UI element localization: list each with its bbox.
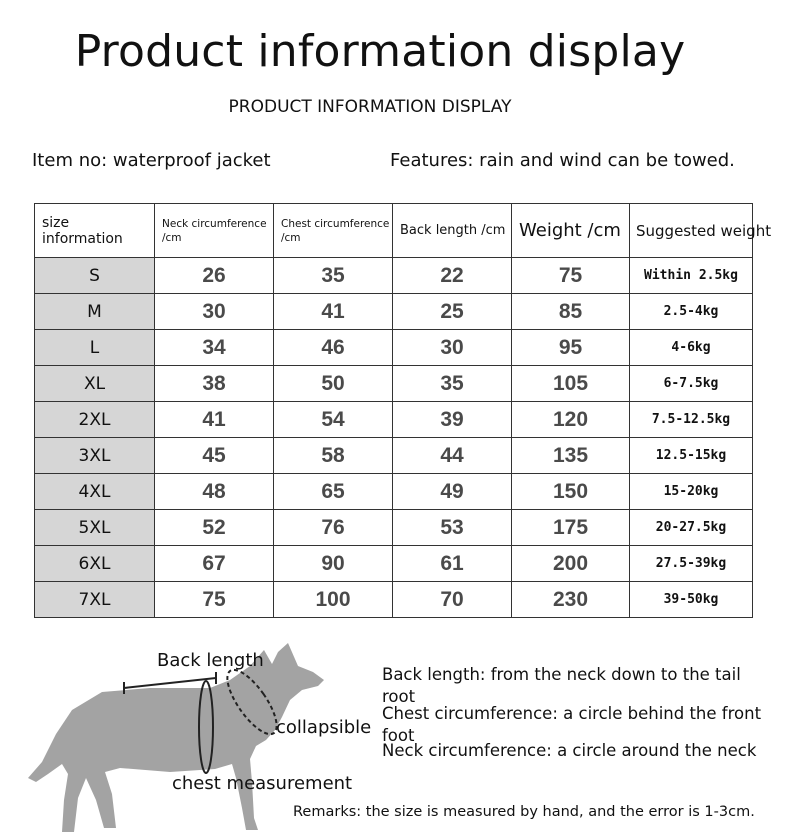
chest-cell: 76 [274, 510, 393, 546]
collapsible-label: collapsible [276, 717, 372, 738]
table-row [35, 366, 753, 402]
weight-cell: 120 [512, 402, 630, 438]
suggested-weight-cell: 12.5-15kg [630, 438, 753, 474]
back-length-cell: 70 [393, 582, 512, 618]
size-cell: 3XL [35, 438, 155, 474]
neck-cell: 41 [155, 402, 274, 438]
table-row [35, 258, 753, 294]
back-length-cell: 22 [393, 258, 512, 294]
table-row [35, 294, 753, 330]
neck-cell: 52 [155, 510, 274, 546]
suggested-weight-cell: 2.5-4kg [630, 294, 753, 330]
page-subtitle: PRODUCT INFORMATION DISPLAY [228, 97, 512, 117]
back-length-cell: 44 [393, 438, 512, 474]
weight-cell: 75 [512, 258, 630, 294]
back-length-cell: 49 [393, 474, 512, 510]
back-length-description: Back length: from the neck down to the tail root [382, 665, 741, 706]
neck-cell: 30 [155, 294, 274, 330]
back-length-cell: 25 [393, 294, 512, 330]
table-row [35, 402, 753, 438]
table-row [35, 510, 753, 546]
suggested-weight-cell: Within 2.5kg [630, 258, 753, 294]
chest-cell: 35 [274, 258, 393, 294]
size-cell: 6XL [35, 546, 155, 582]
table-row [35, 546, 753, 582]
back-length-label: Back length [157, 650, 264, 671]
weight-cell: 230 [512, 582, 630, 618]
neck-circumference-description: Neck circumference: a circle around the neck [382, 741, 757, 760]
item-number: Item no: waterproof jacket [32, 150, 271, 171]
size-cell: 5XL [35, 510, 155, 546]
back-length-cell: 35 [393, 366, 512, 402]
header-neck: Neck circumference /cm [155, 204, 274, 258]
suggested-weight-cell: 20-27.5kg [630, 510, 753, 546]
weight-cell: 95 [512, 330, 630, 366]
chest-cell: 58 [274, 438, 393, 474]
chest-cell: 65 [274, 474, 393, 510]
chest-cell: 41 [274, 294, 393, 330]
weight-cell: 200 [512, 546, 630, 582]
neck-cell: 75 [155, 582, 274, 618]
weight-cell: 85 [512, 294, 630, 330]
chest-cell: 46 [274, 330, 393, 366]
table-row [35, 438, 753, 474]
chest-cell: 90 [274, 546, 393, 582]
chest-cell: 54 [274, 402, 393, 438]
neck-cell: 34 [155, 330, 274, 366]
back-length-cell: 53 [393, 510, 512, 546]
neck-cell: 26 [155, 258, 274, 294]
size-cell: L [35, 330, 155, 366]
table-row [35, 330, 753, 366]
chest-circumference-description: Chest circumference: a circle behind the front foot [382, 704, 762, 745]
suggested-weight-cell: 7.5-12.5kg [630, 402, 753, 438]
suggested-weight-cell: 6-7.5kg [630, 366, 753, 402]
neck-cell: 67 [155, 546, 274, 582]
page-title: Product information display [74, 26, 686, 77]
weight-cell: 150 [512, 474, 630, 510]
header-back-length: Back length /cm [393, 204, 512, 258]
header-chest: Chest circumference /cm [274, 204, 393, 258]
neck-cell: 38 [155, 366, 274, 402]
suggested-weight-cell: 4-6kg [630, 330, 753, 366]
size-cell: S [35, 258, 155, 294]
size-cell: 2XL [35, 402, 155, 438]
header-size: size information [35, 204, 155, 258]
size-table [34, 203, 772, 618]
neck-cell: 45 [155, 438, 274, 474]
table-row [35, 474, 753, 510]
header-suggested-weight: Suggested weight [630, 204, 753, 258]
table-row [35, 582, 753, 618]
chest-measurement-label: chest measurement [172, 773, 353, 794]
chest-cell: 50 [274, 366, 393, 402]
table-header-row [35, 204, 753, 258]
suggested-weight-cell: 15-20kg [630, 474, 753, 510]
size-cell: 4XL [35, 474, 155, 510]
weight-cell: 175 [512, 510, 630, 546]
features-text: Features: rain and wind can be towed. [390, 150, 735, 171]
back-length-cell: 61 [393, 546, 512, 582]
size-cell: 7XL [35, 582, 155, 618]
weight-cell: 135 [512, 438, 630, 474]
weight-cell: 105 [512, 366, 630, 402]
back-length-cell: 30 [393, 330, 512, 366]
back-length-cell: 39 [393, 402, 512, 438]
neck-cell: 48 [155, 474, 274, 510]
suggested-weight-cell: 39-50kg [630, 582, 753, 618]
remarks-text: Remarks: the size is measured by hand, and the error is 1-3cm. [293, 804, 755, 820]
header-weight: Weight /cm [512, 204, 630, 258]
size-cell: M [35, 294, 155, 330]
size-cell: XL [35, 366, 155, 402]
suggested-weight-cell: 27.5-39kg [630, 546, 753, 582]
chest-cell: 100 [274, 582, 393, 618]
